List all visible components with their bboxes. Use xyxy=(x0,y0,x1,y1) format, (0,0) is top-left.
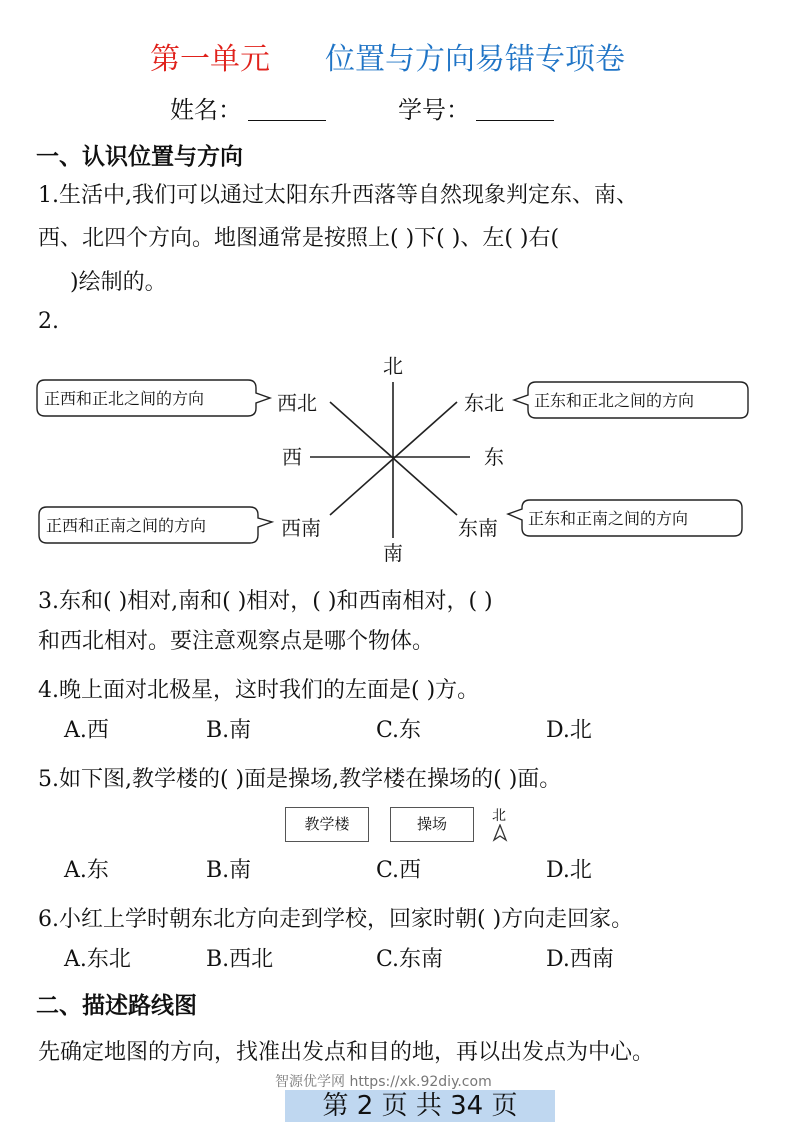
q5-text: 5.如下图,教学楼的( )面是操场,教学楼在操场的( )面。 xyxy=(38,767,562,792)
q5-option-d[interactable]: D.北 xyxy=(546,858,592,883)
label-east: 东 xyxy=(484,445,504,469)
label-west: 西 xyxy=(282,445,302,469)
callout-nw-text: 正西和正北之间的方向 xyxy=(44,389,205,408)
name-field xyxy=(170,90,326,125)
name-blank[interactable] xyxy=(248,98,326,121)
q5-option-b[interactable]: B.南 xyxy=(206,858,252,883)
label-south: 南 xyxy=(383,541,403,565)
label-southwest: 西南 xyxy=(281,516,321,540)
q6-option-b[interactable]: B.西北 xyxy=(206,947,274,972)
label-north: 北 xyxy=(383,354,403,378)
box-playground: 操场 xyxy=(390,807,474,842)
number-label: 学号： xyxy=(398,96,470,124)
number-blank[interactable] xyxy=(476,98,554,121)
label-northeast: 东北 xyxy=(464,391,504,415)
q6-text: 6.小红上学时朝东北方向走到学校，回家时朝( )方向走回家。 xyxy=(38,907,634,932)
q6-option-d[interactable]: D.西南 xyxy=(546,947,614,972)
q4-option-c[interactable]: C.东 xyxy=(376,718,422,743)
section2-text: 先确定地图的方向，找准出发点和目的地，再以出发点为中心。 xyxy=(38,1040,655,1065)
compass-diagram xyxy=(0,345,793,570)
q2-label: 2. xyxy=(38,309,59,334)
q6-option-c[interactable]: C.东南 xyxy=(376,947,444,972)
q3-line1: 3.东和( )相对,南和( )相对，( )和西南相对，( ) xyxy=(38,589,493,614)
number-field xyxy=(398,90,554,125)
source-watermark: 智源优学网 https://xk.92diy.com xyxy=(275,1074,492,1090)
q3-line2: 和西北相对。要注意观察点是哪个物体。 xyxy=(38,629,435,654)
q1-line3: )绘制的。 xyxy=(70,270,167,295)
label-southeast: 东南 xyxy=(458,516,498,540)
north-arrow-icon xyxy=(492,824,508,842)
callout-ne-text: 正东和正北之间的方向 xyxy=(534,391,695,410)
name-label: 姓名： xyxy=(170,96,242,124)
q1-line1: 1.生活中,我们可以通过太阳东升西落等自然现象判定东、南、 xyxy=(38,183,638,208)
q4-option-d[interactable]: D.北 xyxy=(546,718,592,743)
q5-option-a[interactable]: A.东 xyxy=(64,858,109,883)
label-northwest: 西北 xyxy=(277,391,317,415)
callout-se-text: 正东和正南之间的方向 xyxy=(528,509,689,528)
q5-option-c[interactable]: C.西 xyxy=(376,858,422,883)
q1-line2: 西、北四个方向。地图通常是按照上( )下( )、左( )右( xyxy=(38,226,560,251)
q4-text: 4.晚上面对北极星，这时我们的左面是( )方。 xyxy=(38,678,480,703)
page-title: 位置与方向易错专项卷 xyxy=(325,42,625,77)
page-indicator: 第 2 页 共 34 页 xyxy=(285,1090,555,1122)
section-heading-2: 二、描述路线图 xyxy=(36,993,197,1019)
q6-option-a[interactable]: A.东北 xyxy=(64,947,131,972)
callout-sw-text: 正西和正南之间的方向 xyxy=(46,516,207,535)
section-heading-1: 一、认识位置与方向 xyxy=(36,144,243,170)
box-teaching-building: 教学楼 xyxy=(285,807,369,842)
q4-option-a[interactable]: A.西 xyxy=(64,718,109,743)
unit-title: 第一单元 xyxy=(150,42,270,77)
north-marker-label: 北 xyxy=(492,808,506,824)
q4-option-b[interactable]: B.南 xyxy=(206,718,252,743)
